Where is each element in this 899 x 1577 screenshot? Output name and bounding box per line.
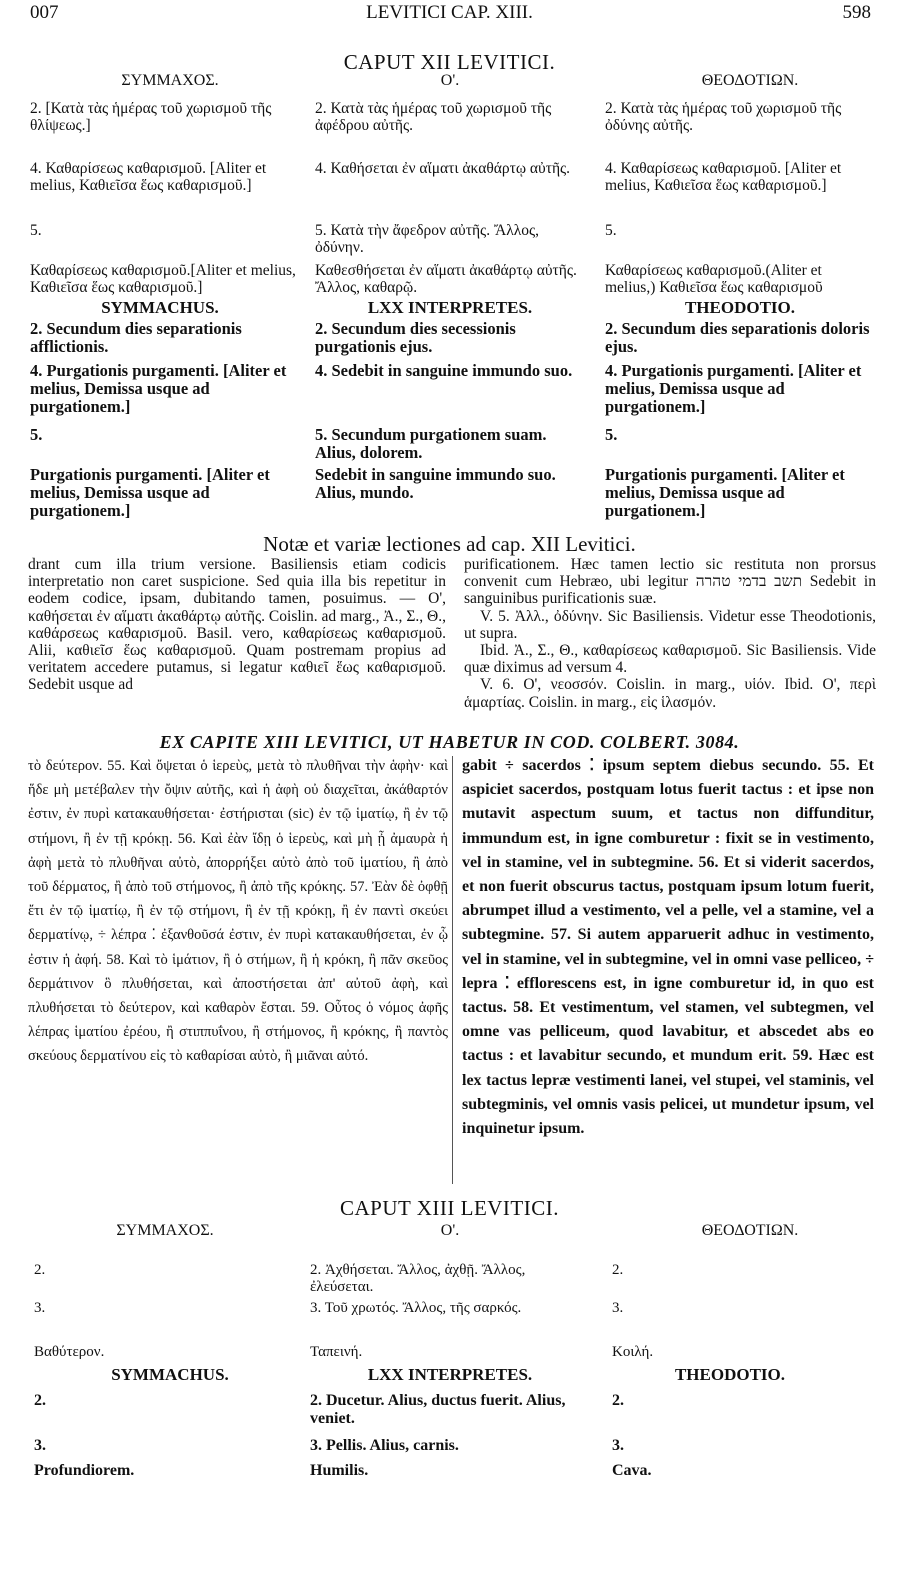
row-lxx: 2. Ducetur. Alius, ductus fuerit. Alius, veniet.: [310, 1392, 566, 1427]
verse-text: 4. Purgationis purgamenti. [Aliter et melius, Demissa usque ad purgationem.]: [30, 361, 287, 416]
row-theo: Κοιλή.: [612, 1344, 654, 1360]
row-theo: 3.: [612, 1437, 624, 1454]
col-head-symmachus-latin: SYMMACHUS.: [101, 298, 219, 317]
col-head-symmachus-greek-2: ΣΥΜΜΑΧΟΣ.: [116, 1222, 214, 1239]
row-lxx: 3. Pellis. Alius, carnis.: [310, 1437, 459, 1454]
section2-title: CAPUT XIII LEVITICI.: [340, 1196, 559, 1220]
verse-text: Purgationis purgamenti. [Aliter et melius, Demissa usque ad purgationem.]: [605, 465, 845, 520]
verse-text: 4. Καθαρίσεως καθαρισμοῦ. [Aliter et melius, Καθιεῖσα ἕως καθαρισμοῦ.]: [30, 160, 267, 194]
page-number-left: 007: [30, 2, 59, 23]
verse-text: 2. Secundum dies separationis doloris ejus.: [605, 319, 870, 356]
row-lxx: 2. Ἀχθήσεται. Ἄλλος, ἀχθῇ. Ἄλλος, ἐλεύσεται.: [310, 1262, 526, 1295]
col-head-lxx-latin: LXX INTERPRETES.: [367, 298, 533, 317]
row-theo: 2.: [612, 1262, 624, 1278]
verse-text: 2. [Κατὰ τὰς ἡμέρας τοῦ χωρισμοῦ τῆς θλίψεως.]: [30, 100, 272, 134]
verse-text: Καθαρίσεως καθαρισμοῦ.(Aliter et melius,) Καθιεῖσα ἕως καθαρισμοῦ: [605, 262, 823, 296]
col-head-theodotion-latin: THEODOTIO.: [684, 298, 796, 317]
row-sym: 3.: [34, 1437, 46, 1454]
verse-text: 4. Purgationis purgamenti. [Aliter et melius, Demissa usque ad purgationem.]: [605, 361, 862, 416]
row-theo: 3.: [612, 1300, 624, 1316]
col-head-lxx-latin-2: LXX INTERPRETES.: [367, 1365, 533, 1384]
col-head-symmachus-latin-2: SYMMACHUS.: [111, 1365, 229, 1384]
col-head-lxx-greek: Ο'.: [440, 72, 460, 89]
note-text: drant cum illa trium versione. Basiliensis etiam codicis interpretatio non caret suspicione. Sed quia illa bis repetitur in eodem codice, ipsam, dubitando tamen, posuimus. — Ο', καθήσεται ἐν αἵματι ἀκαθάρτῳ αὐτῆς. Coislin. ad marg., Ἀ., Σ., Θ., καθάρσεως καθαρισμοῦ. Basil. vero, καθαρίσεως καθαρισμοῦ. Alii, καθιεῖσ ἕως καθαρισμοῦ. Quam postremam propius ad veritatem accedere putamus, si legatur καθιεῖ ἕως καθαρισμοῦ. Sedebit usque ad: [28, 556, 446, 694]
greek-col-lxx: [315, 100, 587, 300]
latin-col-theodotion: [605, 320, 877, 524]
row-lxx: Ταπεινή.: [310, 1344, 363, 1360]
note-text: Ibid. Ἀ., Σ., Θ., καθαρίσεως καθαρισμοῦ. Sic Basiliensis. Vide quæ diximus ad versum 4.: [464, 642, 876, 677]
verse-text: 5. Secundum purgationem suam. Alius, dolorem.: [315, 425, 547, 462]
row-sym: 2.: [34, 1262, 46, 1278]
greek-col-theodotion: [605, 100, 875, 300]
row-lxx: Humilis.: [310, 1462, 369, 1479]
note-text: V. 6. Ο', νεοσσόν. Coislin. in marg., υἱόν. Ibid. Ο', περὶ ἁμαρτίας. Coislin. in marg., εἰς ἱλασμόν.: [464, 676, 876, 711]
verse-text: 5.: [30, 222, 42, 239]
verse-text: 2. Κατὰ τὰς ἡμέρας τοῦ χωρισμοῦ τῆς ἀφέδρου αὐτῆς.: [315, 100, 552, 134]
verse-text: 2. Κατὰ τὰς ἡμέρας τοῦ χωρισμοῦ τῆς ὀδύνης αὐτῆς.: [605, 100, 842, 134]
notes-left-column: [28, 556, 446, 694]
verse-text: Καθαρίσεως καθαρισμοῦ.[Aliter et melius, Καθιεῖσα ἕως καθαρισμοῦ.]: [30, 262, 296, 296]
col-head-symmachus-greek: ΣΥΜΜΑΧΟΣ.: [121, 72, 219, 89]
verse-text: 5.: [605, 425, 618, 444]
row-theo: Cava.: [612, 1462, 652, 1479]
latin-col-symmachus: [30, 320, 300, 524]
note-text: purificationem. Hæc tamen lectio sic restituta non prorsus convenit cum Hebræo, ubi legitur תשב בדמי טהרה Sedebit in sanguinibus purificationis suæ.: [464, 556, 876, 608]
greek-col-symmachus: [30, 100, 298, 300]
note-text: V. 5. Ἀλλ., ὀδύνην. Sic Basiliensis. Videtur esse Theodotionis, ut supra.: [464, 607, 876, 642]
notes-title: Notæ et variæ lectiones ad cap. XII Levitici.: [263, 532, 636, 556]
col-head-lxx-greek-2: Ο'.: [440, 1222, 460, 1239]
col-head-theodotion-greek: ΘΕΟΔΟΤΙΩΝ.: [701, 72, 799, 89]
row-sym: Profundiorem.: [34, 1462, 135, 1479]
verse-text: 5.: [605, 222, 617, 239]
verse-text: 4. Sedebit in sanguine immundo suo.: [315, 361, 573, 380]
column-divider: [452, 756, 453, 1184]
row-theo: 2.: [612, 1392, 624, 1409]
excerpt-latin-text: gabit ÷ sacerdos ⁚ ipsum septem diebus secundo. 55. Et aspiciet sacerdos, postquam lotus fuerit tactus : et ipse non mutavit aspectum suum, et tactus non diffunditur, immundum est, in igne comburetur : fixit se in vestimento, vel in stamine, vel in subtegmine. 56. Et si viderit sacerdos, et non fuerit obscurus tactus, postquam ipsum lotum fuerit, abrumpet illud a vestimento, vel a pelle, vel a stamine, vel a subtegmine. 57. Si autem apparuerit adhuc in vestimento, vel in stamine, vel in subtegmine, vel in omni vase pelliceo, ÷ lepra ⁚ efflorescens est, in igne comburetur id, in quo est tactus. 58. Et vestimentum, vel stamen, vel subtegmen, vel omne vas pelliceum, quod lavabitur, et abscedet abs eo tactus : et lavabitur secundo, et mundum erit. 59. Hæc est lex tactus lepræ vestimenti lanei, vel stupei, vel staminis, vel subtegminis, vel omnis vasis pelicei, ut mundetur ipsum, vel inquinetur ipsum.: [462, 757, 874, 1138]
page-number-right: 598: [842, 2, 871, 23]
verse-text: 2. Secundum dies separationis afflictionis.: [30, 319, 242, 356]
col-head-theodotion-greek-2: ΘΕΟΔΟΤΙΩΝ.: [701, 1222, 799, 1239]
latin-col-lxx: [315, 320, 590, 506]
verse-text: 4. Καθήσεται ἐν αἵματι ἀκαθάρτῳ αὐτῆς.: [315, 160, 571, 177]
excerpt-latin: [462, 754, 874, 1141]
verse-text: 2. Secundum dies secessionis purgationis ejus.: [315, 319, 516, 356]
row-sym: 3.: [34, 1300, 46, 1316]
section1-title: CAPUT XII LEVITICI.: [343, 50, 556, 74]
verse-text: Sedebit in sanguine immundo suo. Alius, mundo.: [315, 465, 556, 502]
running-head: [0, 2, 899, 26]
row-lxx: 3. Τοῦ χρωτός. Ἄλλος, τῆς σαρκός.: [310, 1300, 522, 1316]
running-title: LEVITICI CAP. XIII.: [366, 2, 533, 23]
row-sym: Βαθύτερον.: [34, 1344, 105, 1360]
verse-text: Καθεσθήσεται ἐν αἵματι ἀκαθάρτῳ αὐτῆς. Ἄλλος, καθαρῷ.: [315, 262, 577, 296]
col-head-theodotion-latin-2: THEODOTIO.: [674, 1365, 786, 1384]
verse-text: 4. Καθαρίσεως καθαρισμοῦ. [Aliter et melius, Καθιεῖσα ἕως καθαρισμοῦ.]: [605, 160, 842, 194]
excerpt-greek: [28, 754, 448, 1069]
excerpt-greek-text: τὸ δεύτερον. 55. Καὶ ὄψεται ὁ ἱερεὺς, μετὰ τὸ πλυθῆναι τὴν ἁφὴν· καὶ ἥδε μὴ μετέβαλεν τὴν ὄψιν αὐτῆς, καὶ ἡ ἀφὴ οὐ διαχεῖται, ἀκάθαρτόν ἐστιν, ἐν πυρὶ κατακαυθήσεται· ἐστήρισται (sic) ἐν τῷ ἱματίῳ, ἢ ἐν τῷ στήμονι, ἢ ἐν τῇ κρόκῃ. 56. Καὶ ἐὰν ἴδῃ ὁ ἱερεὺς, καὶ μὴ ᾖ ἀμαυρὰ ἡ ἀφὴ μετὰ τὸ πλυθῆναι αὐτὸ, ἀπορρήξει αὐτὸ ἀπὸ τοῦ ἱματίου, ἢ ἀπὸ τοῦ δέρματος, ἢ ἀπὸ τοῦ στήμονος, ἢ ἀπὸ τῆς κρόκης. 57. Ἐὰν δὲ ὀφθῇ ἔτι ἐν τῷ ἱματίῳ, ἢ ἐν τῷ στήμονι, ἢ ἐν τῇ κρόκῃ, ἢ ἐν παντὶ σκεύει δερματίνῳ, ÷ λέπρα ⁚ ἐξανθοῦσά ἐστιν, ἐν πυρὶ κατακαυθήσεται, ἐν ᾧ ἐστιν ἡ ἀφή. 58. Καὶ τὸ ἱμάτιον, ἢ ὁ στήμων, ἢ ἡ κρόκη, ἢ πᾶν σκεῦος δερμάτινον ὃ πλυθήσεται, καὶ ἀποστήσεται ἀπ' αὐτοῦ ἀφὴ, καὶ πλυθήσεται τὸ δεύτερον, καὶ καθαρὸν ἔσται. 59. Οὗτος ὁ νόμος ἀφῆς λέπρας ἱματίου ἐρέου, ἢ στιππυΐνου, ἢ στήμονος, ἢ κρόκης, ἢ παντὸς σκεύους δερματίνου εἰς τὸ καθαρίσαι αὐτὸ, ἢ μιᾶναι αὐτό.: [28, 758, 448, 1065]
verse-text: 5.: [30, 425, 43, 444]
notes-right-column: [464, 556, 876, 711]
verse-text: Purgationis purgamenti. [Aliter et melius, Demissa usque ad purgationem.]: [30, 465, 270, 520]
row-sym: 2.: [34, 1392, 46, 1409]
verse-text: 5. Κατὰ τὴν ἄφεδρον αὐτῆς. Ἄλλος, ὀδύνην.: [315, 222, 540, 256]
excerpt-title: EX CAPITE XIII LEVITICI, UT HABETUR IN COD. COLBERT. 3084.: [159, 732, 740, 752]
